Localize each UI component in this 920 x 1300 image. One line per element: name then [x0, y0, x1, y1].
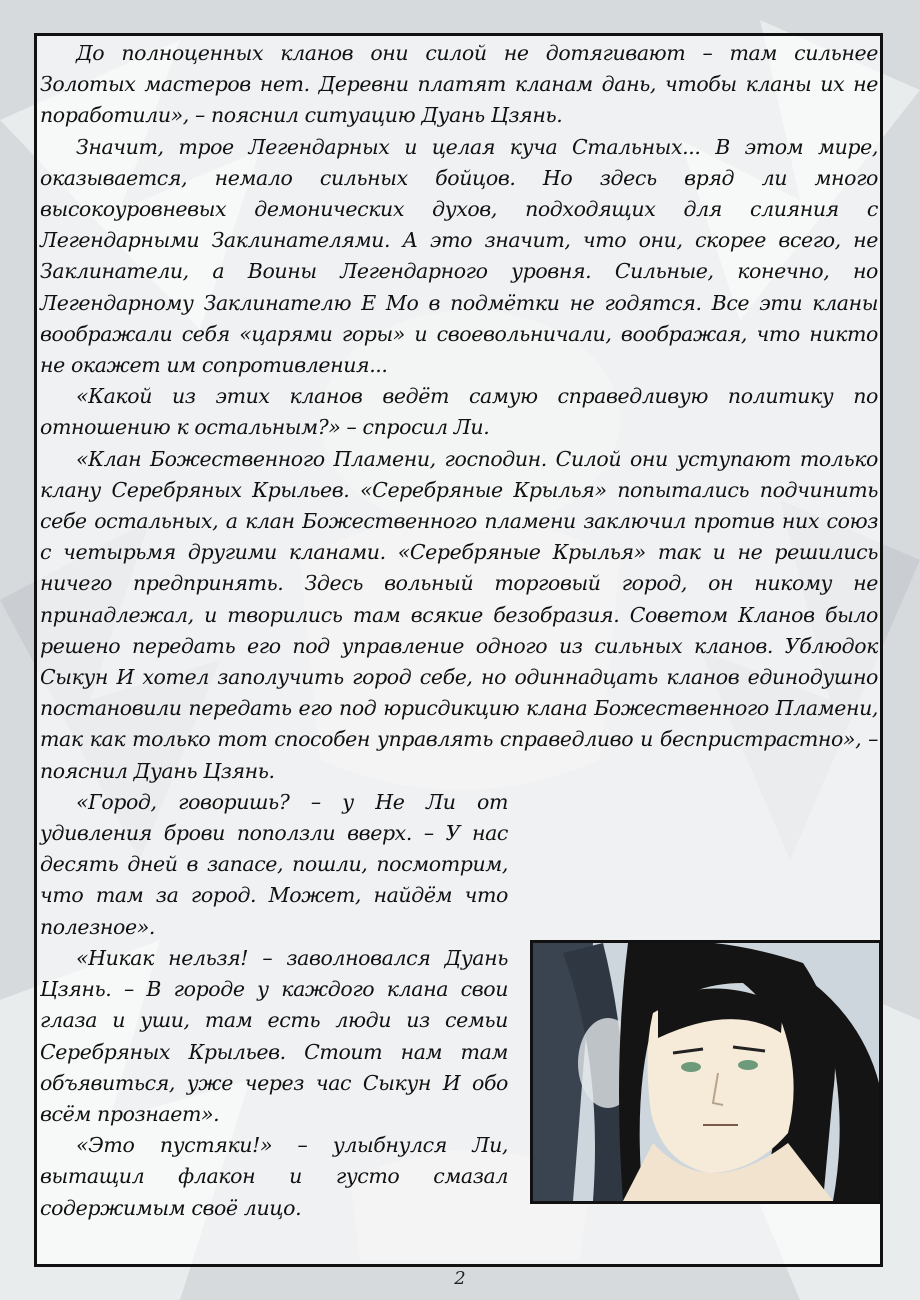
- body-text: [40, 38, 878, 1224]
- paragraph: «Клан Божественного Пламени, господин. Силой они уступают только клану Серебряных Крыльев. «Серебряные Крылья» попытались подчинить себе остальных, а клан Божественного пламени заключил против них союз с четырьмя другими кланами. «Серебряные Крылья» так и не решились ничего предпринять. Здесь вольный торговый город, он никому не принадлежал, и творились там всякие безобразия. Советом Кланов было решено передать его под управление одного из сильных кланов. Ублюдок Сыкун И хотел заполучить город себе, но одиннадцать кланов единодушно постановили передать его под юрисдикцию клана Божественного Пламени, так как только тот способен управлять справедливо и беспристрастно», – пояснил Дуань Цзянь.: [40, 446, 878, 783]
- paragraph: «Город, говоришь? – у Не Ли от удивления брови поползли вверх. – У нас десять дней в запасе, пошли, посмотрим, что там за город. Может, найдём что полезное».: [40, 789, 508, 939]
- paragraph: «Никак нельзя! – заволновался Дуань Цзянь. – В городе у каждого клана свои глаза и уши, там есть люди из семьи Серебряных Крыльев. Стоит нам там объявиться, уже через час Сыкун И обо всём прознает».: [40, 945, 508, 1126]
- paragraph: «Какой из этих кланов ведёт самую справедливую политику по отношению к остальным?» – спросил Ли.: [40, 384, 878, 440]
- paragraph: До полноценных кланов они силой не дотягивают – там сильнее Золотых мастеров нет. Деревни платят кланам дань, чтобы кланы их не поработили», – пояснил ситуацию Дуань Цзянь.: [40, 41, 878, 128]
- page-number: 2: [454, 1268, 466, 1289]
- image-float-spacer: [522, 940, 878, 1210]
- paragraph: «Это пустяки!» – улыбнулся Ли, вытащил флакон и густо смазал содержимым своё лицо.: [40, 1133, 508, 1220]
- paragraph: Значит, трое Легендарных и целая куча Стальных... В этом мире, оказывается, немало сильных бойцов. Но здесь вряд ли много высокоуровневых демонических духов, подходящих для слияния с Легендарными Заклинателями. А это значит, что они, скорее всего, не Заклинатели, а Воины Легендарного уровня. Сильные, конечно, но Легендарному Заклинателю Е Мо в подмётки не годятся. Все эти кланы воображали себя «царями горы» и своевольничали, воображая, что никто не окажет им сопротивления...: [40, 134, 878, 378]
